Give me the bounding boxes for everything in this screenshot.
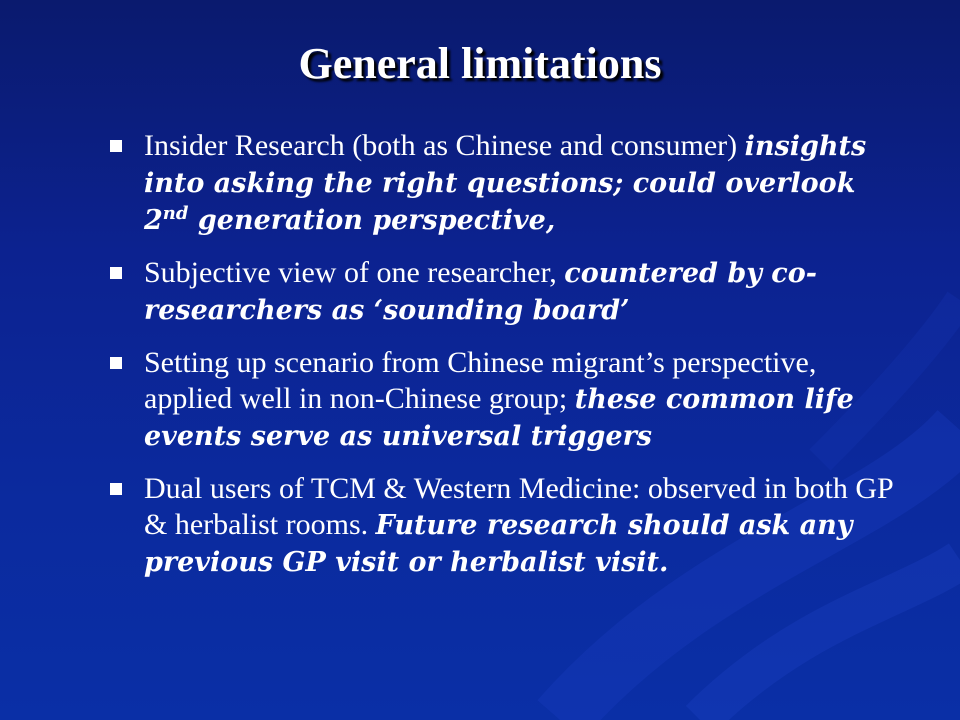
bullet-emphasis: Future research should ask any previous GP visit or herbalist visit. (144, 510, 853, 578)
square-bullet-icon (110, 357, 122, 369)
bullet-item (108, 345, 898, 455)
square-bullet-icon (110, 483, 122, 495)
ordinal-suffix: nd (162, 203, 189, 224)
bullet-text: Subjective view of one researcher, (144, 256, 565, 289)
bullet-emphasis-part: generation perspective, (188, 205, 556, 236)
square-bullet-icon (110, 140, 122, 152)
bullet-item (108, 471, 898, 581)
bullet-item (108, 128, 898, 239)
square-bullet-icon (110, 267, 122, 279)
bullet-text: Dual users of TCM & Western Medicine: observed in both GP & herbalist rooms. (144, 472, 893, 541)
bullet-text: Insider Research (both as Chinese and consumer) (144, 129, 738, 162)
bullet-list (108, 128, 898, 581)
bullet-emphasis: these common life events serve as universal triggers (144, 384, 854, 452)
slide-title: General limitations (298, 39, 662, 88)
bullet-emphasis-part: insights into asking the right questions; could overlook 2 (144, 131, 867, 236)
bullet-item (108, 255, 898, 329)
bullet-emphasis: countered by co-researchers as ‘sounding board’ (144, 258, 817, 326)
bullet-text: Setting up scenario from Chinese migrant’s perspective, applied well in non-Chinese group; (144, 346, 817, 415)
